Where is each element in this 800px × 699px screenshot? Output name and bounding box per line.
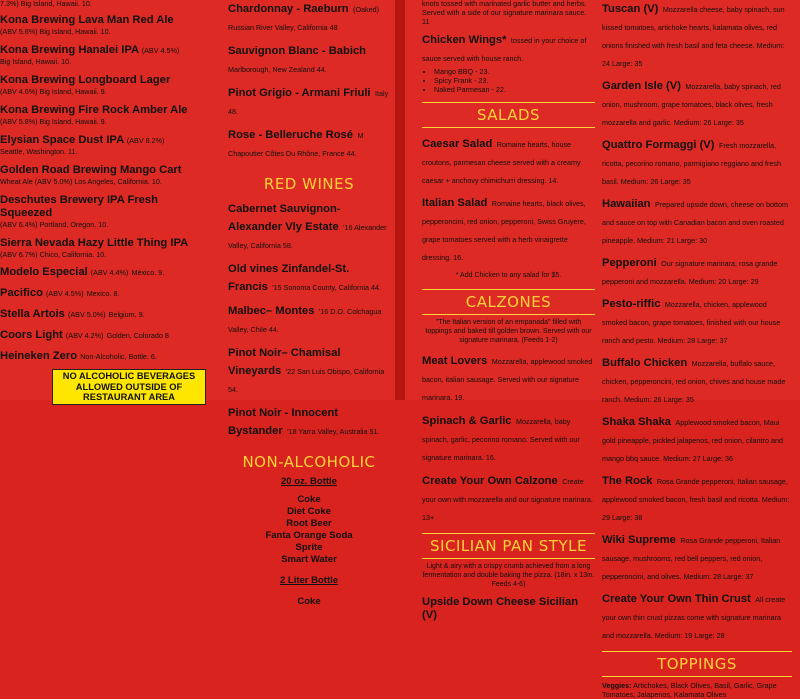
pizza-desc: Mozzarella, baby spinach, red onion, mushroom, grape tomatoes, black olives, fresh mozzarella and garlic. Medium: 26 Large: 35 [602,82,781,127]
calzone-item [422,411,595,465]
beer-name: Kona Brewing Lava Man Red Ale [0,14,174,26]
pizza-name: Garden Isle (V) [602,80,681,92]
wine-desc: '22 San Luis Obispo, California 54. [228,367,385,394]
sicilian-item-name: Upside Down Cheese Sicilian (V) [422,596,579,621]
pizza-item [602,530,792,584]
section-divider [422,314,595,315]
calzone-desc: Mozzarella, applewood smoked bacon, italian sausage. Served with our signature marinara. 19. [422,357,593,402]
wings-item [422,30,595,94]
beer-abv: (ABV 6.7%) [0,250,38,259]
beer-item [0,237,213,259]
wine-desc: '16 D.O. Colchagua Valley, Chile 44. [228,307,382,334]
beer-abv: (ABV 4.2%) [65,331,104,340]
beer-item [0,266,213,279]
calzone-name: Meat Lovers [422,355,488,367]
pizza-desc: Mozzarella, chicken, applewood smoked bacon, grape tomatoes, finished with our house ranch and pesto. Medium: 28 Large: 37 [602,300,781,345]
beer-desc: (ABV 4.6%) Big Island, Hawaii. 9. [0,87,107,96]
section-divider [602,651,792,652]
pizza-name: The Rock [602,475,653,487]
section-divider [422,127,595,128]
section-divider [422,102,595,103]
wine-desc: Italy 48. [228,89,389,116]
drink-item: Fanta Orange Soda [265,530,353,541]
beer-item [0,164,213,186]
wine-desc: Marlborough, New Zealand 44. [228,65,327,74]
beer-name: Kona Brewing Longboard Lager [0,74,171,86]
pizza-desc: Rosa Grande pepperoni, Italian sausage, applewood smoked bacon, fresh basil and ricotta. Medium: 29 Large: 38 [602,477,790,522]
menu-page-right [405,0,800,699]
pizza-desc: Rosa Grande pepperoni, Italian sausage, mushrooms, red bell peppers, red onion, pepperoncini, and olives. Medium: 28 Large: 37 [602,536,781,581]
beer-desc: Los Angeles, California. 10. [74,177,162,186]
drink-item: Diet Coke [287,506,331,517]
wing-sauce-list [434,67,595,94]
drink-item: Sprite [295,542,323,553]
beer-item [0,308,213,321]
section-divider [602,676,792,677]
pizza-name: Quattro Formaggi (V) [602,139,715,151]
sicilian-intro: Light & airy with a crispy crumb achieved from a long fermentation and double baking the pizza. (18in. x 13in. Feeds 4-6) [422,563,595,588]
wine-desc: M Chapoutier Côtes Du Rhône, France 44. [228,131,364,158]
wine-name: Pinot Grigio - Armani Friuli [228,87,371,99]
beer-name: Kona Brewing Hanalei IPA [0,44,139,56]
wine-name: Chardonnay - Raeburn [228,3,349,15]
wine-item [228,83,390,119]
beer-name: Stella Artois [0,308,65,320]
beer-abv: (ABV 5.0%) [67,310,106,319]
section-divider [422,558,595,559]
beer-abv: (ABV 4.4%) [90,268,129,277]
pizza-desc: Applewood smoked bacon, Maui gold pineapple, pickled jalapenos, red onion, cilantro and mango bbq sauce. Medium: 27 Large: 36 [602,418,784,463]
wine-desc: '15 Sonoma County, California 44. [272,283,381,292]
wine-item [228,125,390,161]
wings-name: Chicken Wings* [422,34,507,46]
drink-list-20oz [228,494,390,566]
wine-item [228,41,390,77]
wing-sauce: • Mango BBQ - 23. [434,67,595,76]
wine-desc: (Oaked) Russian River Valley, California 48 [228,5,380,32]
beer-item [0,287,213,300]
bottle-size-20oz: 20 oz. Bottle [281,476,337,487]
salad-name: Italian Salad [422,197,488,209]
pizza-column [602,0,792,699]
beer-name: Pacifico [0,287,43,299]
wine-name: Pinot Noir– Chamisal Vineyards [228,347,341,377]
beer-name: Golden Road Brewing Mango Cart [0,164,182,176]
page-gutter [395,0,405,400]
pizza-item [602,471,792,525]
garlic-knots-fragment: knots tossed with marinated garlic butter and herbs. Served with a side of our signature marinara sauce. 11 [422,0,587,26]
pizza-item [602,194,792,248]
pizza-name: Hawaiian [602,198,651,210]
pizza-name: Tuscan (V) [602,3,659,15]
pizza-desc: Our signature marinara, rosa grande pepperoni and mozzarella. Medium: 20 Large: 29 [602,259,778,286]
salad-add-chicken-note: * Add Chicken to any salad for $5. [455,272,562,279]
pizza-item [602,589,792,643]
beer-item [0,194,213,229]
wine-column [228,0,390,608]
salad-item [422,193,595,265]
salads-heading: SALADS [476,106,541,124]
beer-fragment: 7.3%) Big Island, Hawaii. 10. [0,0,92,8]
beer-desc: Belgium. 9. [108,310,145,319]
wine-name: Malbec– Montes [228,305,315,317]
beer-abv: (ABV 8.2%) [126,136,165,145]
salad-item [422,134,595,188]
red-wines-heading: RED WINES [263,175,355,193]
pizza-desc: Mozzarella, buffalo sauce, chicken, pepperoncini, red onion, chives and house made ranch. Medium: 26 Large: 35 [602,359,786,404]
toppings-veggies-list: Artichokes, Black Olives, Basil, Garlic, Grape Tomatoes, Jalapenos, Kalamata Olives [602,681,777,699]
beer-name: Sierra Nevada Hazy Little Thing IPA [0,237,189,249]
pizza-item [602,135,792,189]
beer-desc: (ABV 5.6%) Big Island, Hawaii. 10. [0,27,111,36]
pizza-item [602,412,792,466]
pizza-desc: Fresh mozzarella, ricotta, pecorino romano, parmigiano reggiano and fresh basil. Medium: 26 Large: 35 [602,141,781,186]
beer-desc: Golden, Colorado 8 [106,331,169,340]
wine-name: Old vines Zinfandel-St. Francis [228,263,350,293]
pizza-name: Wiki Supreme [602,534,676,546]
beer-abv: (ABV 4.5%) [141,46,180,55]
wine-item [228,403,390,439]
calzone-item [422,351,595,405]
beer-abv: (ABV 4.5%) [46,289,84,298]
beer-name: Deschutes Brewery IPA Fresh Squeezed [0,194,158,219]
calzone-desc: Create your own with mozzarella and our signature marinara. 13+ [422,477,593,522]
pizza-desc: Mozzarella cheese, baby spinach, sun kissed tomatoes, artichoke hearts, kalamata olives, red onions finished with fresh basil and feta cheese. Medium: 24 Large: 35 [602,5,785,68]
wine-name: Rose - Belleruche Rosé [228,129,353,141]
beer-abv: Non-Alcoholic, Bottle. 6. [80,352,157,361]
drink-item: Coke [297,596,321,607]
no-alcohol-notice: NO ALCOHOLIC BEVERAGES ALLOWED OUTSIDE OF RESTAURANT AREA [52,369,206,405]
salad-desc: Romaine hearts, house croutons, parmesan cheese served with a creamy caesar + anchovy chimichurri dressing. 14. [422,140,581,185]
beer-item [0,74,213,96]
pizza-name: Shaka Shaka [602,416,672,428]
beer-abv: (ABV 6.4%) [0,220,38,229]
section-divider [422,533,595,534]
wine-item [228,0,390,35]
wine-item [228,259,390,295]
beer-name: Modelo Especial [0,266,88,278]
pizza-item [602,294,792,348]
beer-name: Heineken Zero [0,350,78,362]
wine-desc: '16 Alexander Valley, California 58. [228,223,387,250]
beer-desc: Seattle, Washington. 11. [0,147,78,156]
beer-desc: México. 9. [131,268,165,277]
pizza-desc: Prepared upside down, cheese on bottom and sauce on top with Canadian bacon and oven roasted pineapple. Medium: 21 Large: 30 [602,200,789,245]
beer-desc: Chico, California. 10. [39,250,107,259]
wine-name: Sauvignon Blanc - Babich [228,45,366,57]
food-column [422,0,595,622]
sicilian-heading: SICILIAN PAN STYLE [430,537,587,555]
beer-desc: Portland, Oregon. 10. [39,220,109,229]
beer-desc: Mexico. 8. [86,289,120,298]
beer-name: Elysian Space Dust IPA [0,134,124,146]
pizza-name: Pepperoni [602,257,657,269]
wing-sauce: • Spicy Frank - 23. [434,76,595,85]
calzones-intro: "The Italian version of an empanada" filled with toppings and baked till golden brown. Served with our signature marinara. (Feeds 1-2) [425,319,592,344]
pizza-desc: All create your own thin crust pizzas come with signature marinara and mozzarella. Medium: 19 Large: 28 [602,595,786,640]
calzones-heading: CALZONES [465,293,552,311]
wine-name: Pinot Noir - Innocent Bystander [228,407,339,437]
drink-item: Root Beer [286,518,332,529]
beer-item [0,134,213,156]
drink-item: Coke [297,494,321,505]
beer-name: Coors Light [0,329,63,341]
beer-desc: Big Island, Hawaii. 10. [0,57,72,66]
toppings-heading: TOPPINGS [657,655,737,673]
drink-item: Smart Water [281,554,337,565]
beer-desc: (ABV 5.8%) Big Island, Hawaii. 9. [0,117,107,126]
wing-sauce: • Naked Parmesan - 22. [434,85,595,94]
salad-desc: Romaine hearts, black olives, pepperoncini, red onion, pepperoni, Swiss Gruyere, grape tomatoes served with a herb vinaigrette dressing. 16. [422,199,586,262]
calzone-desc: Mozzarella, baby spinach, garlic, pecorino romano. Served with our signature marinara. 16. [422,417,580,462]
wine-name: Cabernet Sauvignon-Alexander Vly Estate [228,203,341,233]
wine-item [228,199,390,253]
calzone-name: Create Your Own Calzone [422,475,558,487]
toppings-veggies [602,681,792,699]
wine-item [228,301,390,337]
pizza-item [602,253,792,289]
beer-name: Kona Brewing Fire Rock Amber Ale [0,104,188,116]
menu-page-left [0,0,395,607]
salad-name: Caesar Salad [422,138,493,150]
beer-item [0,350,213,363]
pizza-item [602,353,792,407]
calzone-item [422,471,595,525]
beer-item [0,14,213,36]
bottle-size-2l: 2 Liter Bottle [279,575,339,586]
wine-item [228,343,390,397]
wine-desc: '18 Yarra Valley, Australia 51. [287,427,380,436]
pizza-item [602,76,792,130]
beer-item [0,44,213,66]
calzone-name: Spinach & Garlic [422,415,512,427]
pizza-item [602,0,792,71]
section-divider [422,289,595,290]
beer-item [0,329,213,342]
beer-item [0,104,213,126]
beer-abv: Wheat Ale (ABV 5.0%) [0,177,73,186]
toppings-veggies-label: Veggies: [602,681,632,690]
pizza-name: Pesto-riffic [602,298,661,310]
pizza-name: Buffalo Chicken [602,357,688,369]
pizza-name: Create Your Own Thin Crust [602,593,751,605]
wings-desc: tossed in your choice of sauce served with house ranch. [422,36,587,63]
beer-column [0,0,213,363]
non-alcoholic-heading: NON-ALCOHOLIC [242,453,376,471]
